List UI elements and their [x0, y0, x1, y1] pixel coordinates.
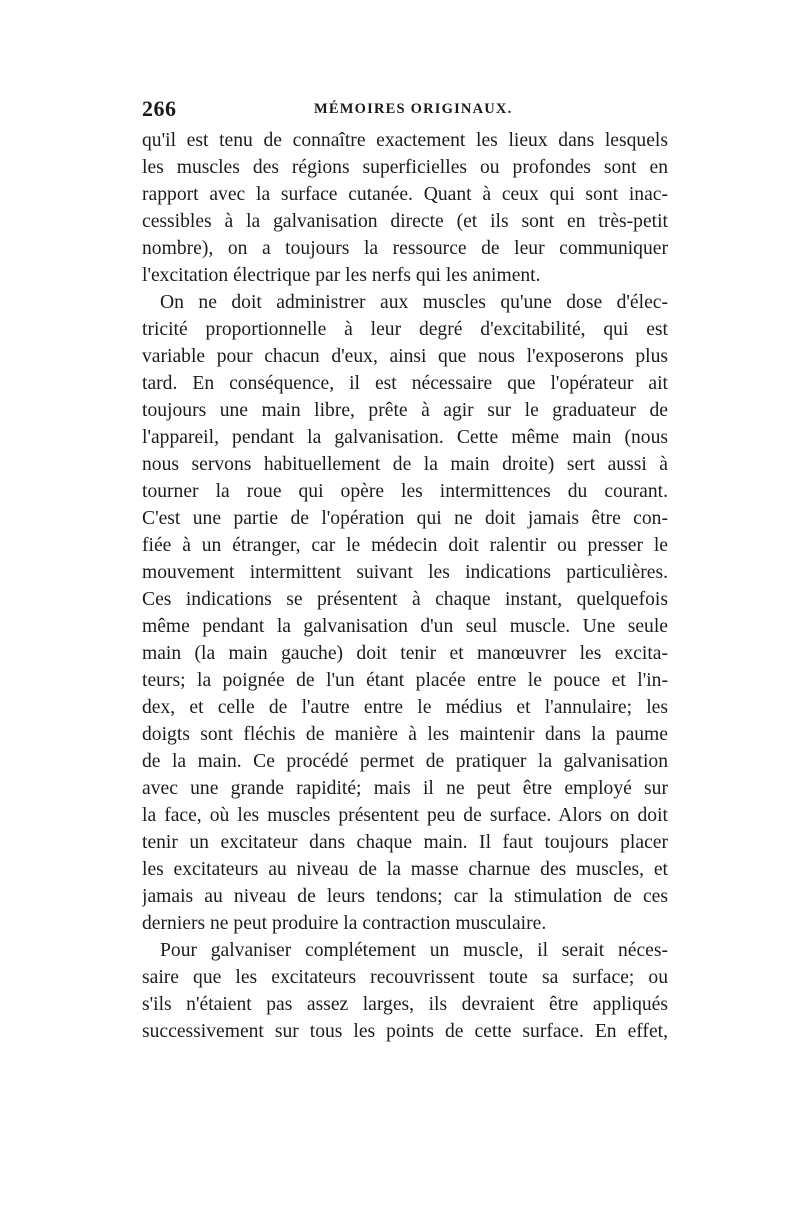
- text-line: On ne doit administrer aux muscles qu'une dose d'élec-: [160, 292, 668, 313]
- text-line: tard. En conséquence, il est nécessaire que l'opérateur ait: [142, 373, 668, 394]
- text-line: jamais au niveau de leurs tendons; car la stimulation de ces: [142, 886, 668, 907]
- text-line: variable pour chacun d'eux, ainsi que nous l'exposerons plus: [142, 346, 668, 367]
- text-line: cessibles à la galvanisation directe (et ils sont en très-petit: [142, 211, 668, 232]
- text-line: tricité proportionnelle à leur degré d'excitabilité, qui est: [142, 319, 668, 340]
- running-head: [142, 96, 668, 126]
- running-title: MÉMOIRES ORIGINAUX.: [314, 101, 513, 117]
- text-line: nous servons habituellement de la main droite) sert aussi à: [142, 454, 668, 475]
- text-line: derniers ne peut produire la contraction musculaire.: [142, 913, 547, 934]
- text-line: tourner la roue qui opère les intermittences du courant.: [142, 481, 668, 502]
- text-line: saire que les excitateurs recouvrissent toute sa surface; ou: [142, 967, 668, 988]
- text-line: main (la main gauche) doit tenir et manœuvrer les excita-: [142, 643, 668, 664]
- text-line: de la main. Ce procédé permet de pratiquer la galvanisation: [142, 751, 668, 772]
- text-line: qu'il est tenu de connaître exactement les lieux dans lesquels: [142, 130, 668, 151]
- text-line: C'est une partie de l'opération qui ne doit jamais être con-: [142, 508, 668, 529]
- page-number: 266: [142, 96, 177, 121]
- text-line: Ces indications se présentent à chaque instant, quelquefois: [142, 589, 668, 610]
- text-line: même pendant la galvanisation d'un seul muscle. Une seule: [142, 616, 668, 637]
- body-text: [142, 127, 668, 1045]
- text-line: avec une grande rapidité; mais il ne peut être employé sur: [142, 778, 668, 799]
- text-line: fiée à un étranger, car le médecin doit ralentir ou presser le: [142, 535, 668, 556]
- text-line: tenir un excitateur dans chaque main. Il faut toujours placer: [142, 832, 668, 853]
- text-line: l'appareil, pendant la galvanisation. Cette même main (nous: [142, 427, 668, 448]
- text-line: rapport avec la surface cutanée. Quant à ceux qui sont inac-: [142, 184, 668, 205]
- text-line: Pour galvaniser complétement un muscle, il serait néces-: [160, 940, 668, 961]
- text-line: l'excitation électrique par les nerfs qui les animent.: [142, 265, 541, 286]
- text-line: nombre), on a toujours la ressource de leur communiquer: [142, 238, 668, 259]
- text-line: les excitateurs au niveau de la masse charnue des muscles, et: [142, 859, 668, 880]
- text-line: teurs; la poignée de l'un étant placée entre le pouce et l'in-: [142, 670, 668, 691]
- text-line: successivement sur tous les points de cette surface. En effet,: [142, 1021, 668, 1042]
- text-line: toujours une main libre, prête à agir sur le graduateur de: [142, 400, 668, 421]
- text-line: la face, où les muscles présentent peu de surface. Alors on doit: [142, 805, 668, 826]
- text-line: doigts sont fléchis de manière à les maintenir dans la paume: [142, 724, 668, 745]
- text-line: les muscles des régions superficielles ou profondes sont en: [142, 157, 668, 178]
- text-line: s'ils n'étaient pas assez larges, ils devraient être appliqués: [142, 994, 668, 1015]
- text-line: dex, et celle de l'autre entre le médius et l'annulaire; les: [142, 697, 668, 718]
- text-line: mouvement intermittent suivant les indications particulières.: [142, 562, 668, 583]
